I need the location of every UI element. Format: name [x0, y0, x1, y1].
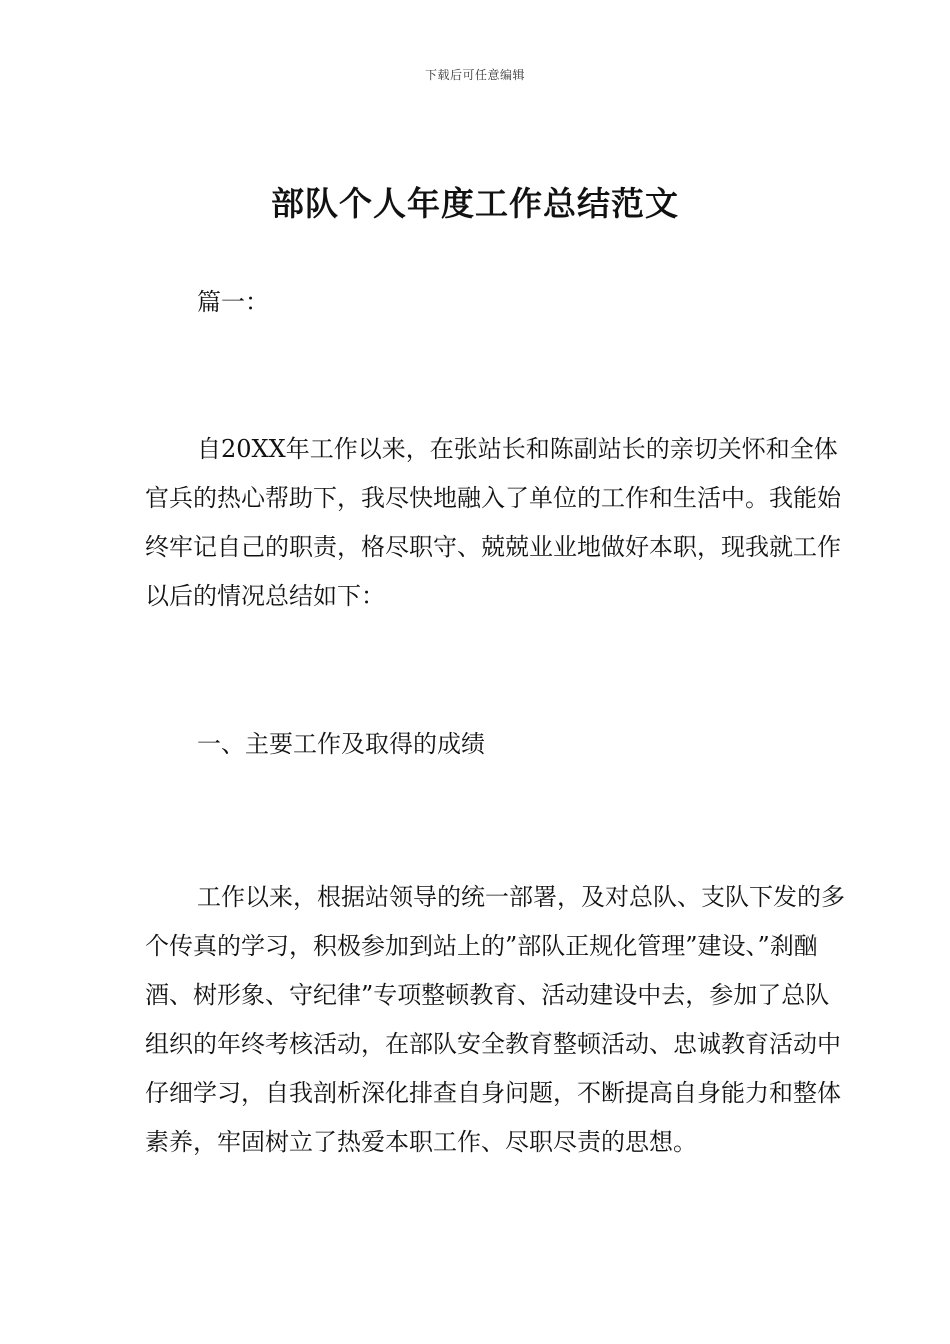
section-label: 篇一： — [197, 288, 269, 316]
document-title: 部队个人年度工作总结范文 — [271, 184, 679, 223]
section-heading-1: 一、主要工作及取得的成绩 — [197, 730, 485, 758]
body-paragraph-1: 自20XX年工作以来，在张站长和陈副站长的亲切关怀和全体官兵的热心帮助下，我尽快地融入了单位的工作和生活中。我能始终牢记自己的职责，格尽职守、兢兢业业地做好本职，现我就工作以后的情况总结如下： — [145, 435, 841, 610]
header-note: 下载后可任意编辑 — [424, 68, 525, 82]
body-paragraph-2: 工作以来，根据站领导的统一部署，及对总队、支队下发的多个传真的学习，积极参加到站上的”部队正规化管理”建设、”刹酗酒、树形象、守纪律”专项整顿教育、活动建设中去，参加了总队组织的年终考核活动，在部队安全教育整顿活动、忠诚教育活动中仔细学习，自我剖析深化排查自身问题，不断提高自身能力和整体素养，牢固树立了热爱本职工作、尽职尽责的思想。 — [145, 883, 845, 1156]
